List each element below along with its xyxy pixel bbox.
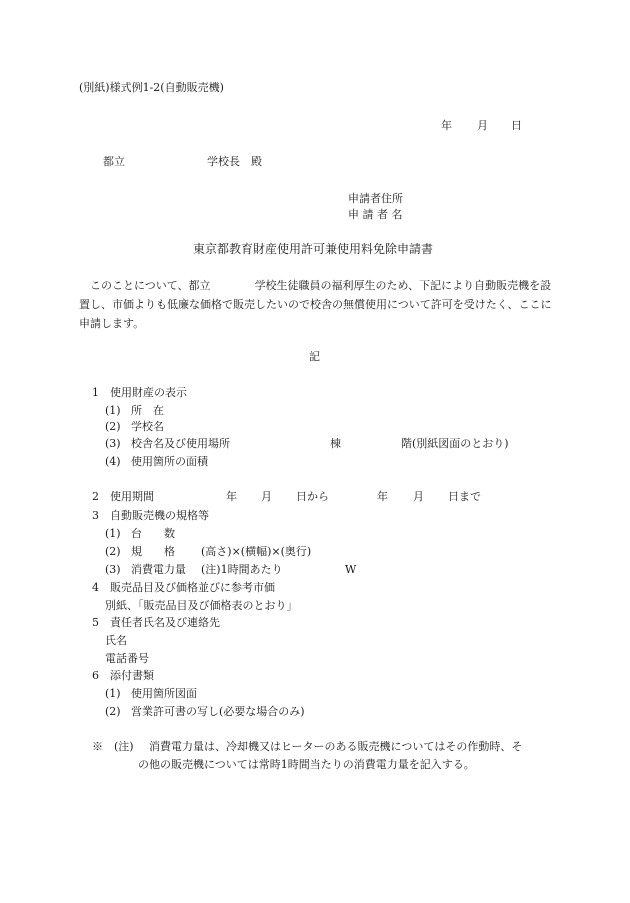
s3-item3-unit: W [345, 563, 357, 576]
body-paragraph [79, 276, 557, 333]
body-intro: このことについて、都立 [90, 279, 211, 292]
s3-item1-num: (1) [105, 527, 121, 540]
s2-from-month: 月 [261, 490, 272, 503]
s1-item2-num: (2) [105, 420, 121, 433]
footnote-mark: ※ (注) [92, 740, 134, 753]
s4-note: 別紙、「販売品目及び価格表のとおり」 [105, 599, 298, 612]
s5-name: 氏名 [105, 634, 127, 647]
section-4-heading: 4 販売品目及び価格並びに参考市価 [92, 581, 275, 594]
section-3-heading: 3 自動販売機の規格等 [92, 509, 209, 522]
s3-item3-value: (注)1時間あたり [201, 563, 283, 576]
s1-item1-label: 所 在 [131, 404, 164, 417]
s1-item4-num: (4) [105, 455, 121, 468]
applicant-address: 申請者住所 [348, 192, 403, 205]
s2-to-year: 年 [377, 490, 388, 503]
s6-item2-num: (2) [105, 705, 121, 718]
ki-label: 記 [309, 350, 320, 363]
s3-item3-num: (3) [105, 563, 121, 576]
s3-item2-value: (高さ)×(横幅)×(奥行) [201, 545, 312, 558]
section-2-heading: 2 使用期間 [92, 490, 154, 503]
s3-item1-label: 台 数 [131, 527, 175, 540]
addressee-title: 学校長 殿 [207, 155, 262, 168]
s1-item1-num: (1) [105, 404, 121, 417]
s3-item2-label: 規 格 [131, 545, 175, 558]
s2-to-month: 月 [413, 490, 424, 503]
s1-item3-num: (3) [105, 437, 121, 450]
s6-item1-label: 使用箇所図面 [131, 687, 197, 700]
section-1-heading: 1 使用財産の表示 [92, 386, 187, 399]
s1-item3-label: 校舎名及び使用場所 [131, 437, 230, 450]
s5-phone: 電話番号 [105, 652, 149, 665]
date-month: 月 [477, 119, 488, 132]
document-title: 東京都教育財産使用許可兼使用料免除申請書 [193, 242, 434, 256]
s2-from-day: 日から [296, 490, 329, 503]
s6-item1-num: (1) [105, 687, 121, 700]
s1-item3-building: 棟 [330, 437, 341, 450]
date-day: 日 [511, 119, 522, 132]
section-6-heading: 6 添付書類 [92, 669, 154, 682]
s2-from-year: 年 [226, 490, 237, 503]
applicant-name: 申 請 者 名 [348, 208, 403, 221]
body-text: 学校生徒職員の福利厚生のため、下記により自動販売機を設置し、市価よりも低廉な価格で販売したいので校舎の無償使用について許可を受けたく、ここに申請します。 [79, 279, 552, 330]
s1-item2-label: 学校名 [131, 420, 164, 433]
addressee-prefix: 都立 [103, 155, 125, 168]
section-5-heading: 5 責任者氏名及び連絡先 [92, 616, 220, 629]
s6-item2-label: 営業許可書の写し(必要な場合のみ) [131, 705, 305, 718]
s1-item3-floor: 階(別紙図面のとおり) [401, 437, 509, 450]
footnote-line1: 消費電力量は、冷却機又はヒーターのある販売機についてはその作動時、そ [149, 740, 523, 753]
footnote-line2: の他の販売機については常時1時間当たりの消費電力量を記入する。 [138, 758, 475, 771]
form-label: (別紙)様式例1-2(自動販売機) [79, 81, 224, 94]
s1-item4-label: 使用箇所の面積 [131, 455, 208, 468]
s3-item3-label: 消費電力量 [131, 563, 186, 576]
s3-item2-num: (2) [105, 545, 121, 558]
s2-to-day: 日まで [448, 490, 481, 503]
date-year: 年 [441, 119, 452, 132]
